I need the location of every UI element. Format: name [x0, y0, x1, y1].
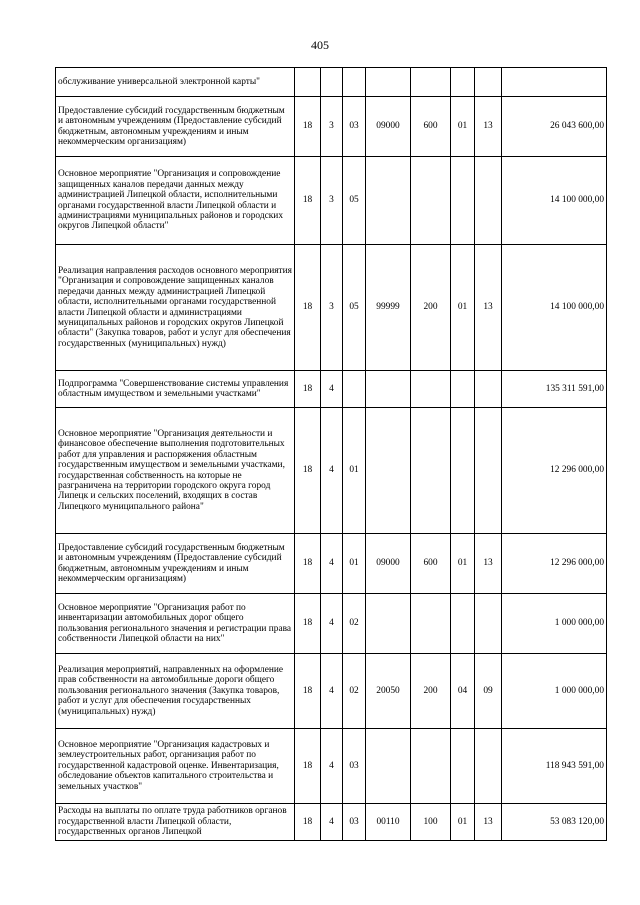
- code-direction: 09000: [366, 534, 411, 594]
- code-section: 01: [451, 534, 475, 594]
- table-row: [56, 68, 607, 97]
- page-number: 405: [311, 38, 329, 52]
- code-activity: 01: [343, 534, 366, 594]
- row-amount: 118 943 591,00: [502, 729, 607, 804]
- row-amount: 1 000 000,00: [502, 654, 607, 729]
- row-amount: 1 000 000,00: [502, 594, 607, 654]
- row-amount: 14 100 000,00: [502, 245, 607, 371]
- code-subprogram: 3: [321, 97, 343, 157]
- code-expense-type: [411, 371, 451, 408]
- code-expense-type: [411, 408, 451, 534]
- code-direction: 00110: [366, 804, 411, 841]
- code-chapter: [295, 68, 321, 97]
- code-expense-type: [411, 157, 451, 245]
- code-activity: 03: [343, 804, 366, 841]
- code-chapter: 18: [295, 97, 321, 157]
- code-chapter: 18: [295, 729, 321, 804]
- code-activity: 03: [343, 97, 366, 157]
- code-expense-type: 200: [411, 654, 451, 729]
- code-section: 04: [451, 654, 475, 729]
- table-row: [56, 804, 607, 841]
- code-section: [451, 68, 475, 97]
- row-amount: 53 083 120,00: [502, 804, 607, 841]
- row-description: Основное мероприятие "Организация кадастровых и землеустроительных работ, организация работ по государственной кадастровой оценке. Инвентаризация, обследование объектов капитального строительства и земельных участков": [56, 729, 295, 804]
- row-description: Подпрограмма "Совершенствование системы управления областным имуществом и земельными участками": [56, 371, 295, 408]
- row-description: Основное мероприятие "Организация работ по инвентаризации автомобильных дорог общего пользования регионального значения и регистрации права собственности Липецкой области на них": [56, 594, 295, 654]
- code-subprogram: 4: [321, 408, 343, 534]
- code-section: [451, 157, 475, 245]
- code-expense-type: [411, 594, 451, 654]
- code-subprogram: 4: [321, 534, 343, 594]
- code-activity: 02: [343, 594, 366, 654]
- row-amount: 135 311 591,00: [502, 371, 607, 408]
- code-chapter: 18: [295, 654, 321, 729]
- code-subsection: [475, 68, 502, 97]
- row-description: Предоставление субсидий государственным бюджетным и автономным учреждениям (Предоставление субсидий бюджетным, автономным учреждениям и иным некоммерческим организациям): [56, 97, 295, 157]
- row-amount: 12 296 000,00: [502, 408, 607, 534]
- row-description: Основное мероприятие "Организация деятельности и финансовое обеспечение выполнения подготовительных работ для управления и распоряжения областным государственным имуществом и земельными участками, государственная собственность на которые не разграничена на территории городского округа город Липецк и сельских поселений, входящих в состав Липецкого муниципального района": [56, 408, 295, 534]
- row-amount: [502, 68, 607, 97]
- code-chapter: 18: [295, 157, 321, 245]
- code-direction: 09000: [366, 97, 411, 157]
- code-subsection: 13: [475, 245, 502, 371]
- table-row: [56, 534, 607, 594]
- code-section: [451, 371, 475, 408]
- code-activity: 05: [343, 245, 366, 371]
- code-expense-type: 200: [411, 245, 451, 371]
- code-activity: 03: [343, 729, 366, 804]
- code-subsection: 13: [475, 97, 502, 157]
- code-subprogram: 4: [321, 371, 343, 408]
- code-expense-type: [411, 68, 451, 97]
- code-subprogram: 4: [321, 654, 343, 729]
- code-section: 01: [451, 245, 475, 371]
- code-section: [451, 408, 475, 534]
- code-subsection: [475, 408, 502, 534]
- code-direction: 99999: [366, 245, 411, 371]
- code-subprogram: [321, 68, 343, 97]
- code-section: 01: [451, 97, 475, 157]
- row-amount: 12 296 000,00: [502, 534, 607, 594]
- code-chapter: 18: [295, 245, 321, 371]
- code-direction: [366, 594, 411, 654]
- code-subprogram: 4: [321, 594, 343, 654]
- row-amount: 14 100 000,00: [502, 157, 607, 245]
- table-row: [56, 729, 607, 804]
- code-direction: 20050: [366, 654, 411, 729]
- code-subsection: [475, 157, 502, 245]
- table-row: [56, 157, 607, 245]
- table-row: [56, 97, 607, 157]
- table-row: [56, 371, 607, 408]
- code-subsection: 13: [475, 804, 502, 841]
- row-description: Реализация мероприятий, направленных на оформление прав собственности на автомобильные дороги общего пользования регионального значения (Закупка товаров, работ и услуг для обеспечения государственных (муниципальных) нужд): [56, 654, 295, 729]
- code-activity: [343, 68, 366, 97]
- code-chapter: 18: [295, 594, 321, 654]
- code-subsection: [475, 371, 502, 408]
- code-chapter: 18: [295, 804, 321, 841]
- code-activity: 01: [343, 408, 366, 534]
- table-row: [56, 408, 607, 534]
- row-amount: 26 043 600,00: [502, 97, 607, 157]
- code-subprogram: 3: [321, 245, 343, 371]
- code-expense-type: 600: [411, 97, 451, 157]
- row-description: Предоставление субсидий государственным бюджетным и автономным учреждениям (Предоставление субсидий бюджетным, автономным учреждениям и иным некоммерческим организациям): [56, 534, 295, 594]
- code-direction: [366, 371, 411, 408]
- code-direction: [366, 68, 411, 97]
- code-direction: [366, 408, 411, 534]
- code-section: [451, 729, 475, 804]
- code-activity: 02: [343, 654, 366, 729]
- code-direction: [366, 729, 411, 804]
- table-row: [56, 245, 607, 371]
- code-activity: [343, 371, 366, 408]
- code-chapter: 18: [295, 371, 321, 408]
- table-row: [56, 594, 607, 654]
- row-description: Расходы на выплаты по оплате труда работников органов государственной власти Липецкой области, государственных органов Липецкой: [56, 804, 295, 841]
- code-chapter: 18: [295, 408, 321, 534]
- code-subprogram: 4: [321, 804, 343, 841]
- code-subprogram: 4: [321, 729, 343, 804]
- code-subsection: [475, 594, 502, 654]
- code-section: [451, 594, 475, 654]
- budget-table: [55, 67, 607, 841]
- code-expense-type: [411, 729, 451, 804]
- code-direction: [366, 157, 411, 245]
- code-subsection: [475, 729, 502, 804]
- row-description: обслуживание универсальной электронной карты": [56, 68, 295, 97]
- code-expense-type: 100: [411, 804, 451, 841]
- code-subsection: 13: [475, 534, 502, 594]
- row-description: Основное мероприятие "Организация и сопровождение защищенных каналов передачи данных между администрацией Липецкой области, исполнительными органами государственной власти Липецкой области и администрациями муниципальных районов и городских округов Липецкой области": [56, 157, 295, 245]
- row-description: Реализация направления расходов основного мероприятия "Организация и сопровождение защищенных каналов передачи данных между администрацией Липецкой области, исполнительными органами государственной власти Липецкой области и администрациями муниципальных районов и городских округов Липецкой области" (Закупка товаров, работ и услуг для обеспечения государственных (муниципальных) нужд): [56, 245, 295, 371]
- table-row: [56, 654, 607, 729]
- code-subsection: 09: [475, 654, 502, 729]
- code-section: 01: [451, 804, 475, 841]
- code-subprogram: 3: [321, 157, 343, 245]
- code-chapter: 18: [295, 534, 321, 594]
- code-activity: 05: [343, 157, 366, 245]
- code-expense-type: 600: [411, 534, 451, 594]
